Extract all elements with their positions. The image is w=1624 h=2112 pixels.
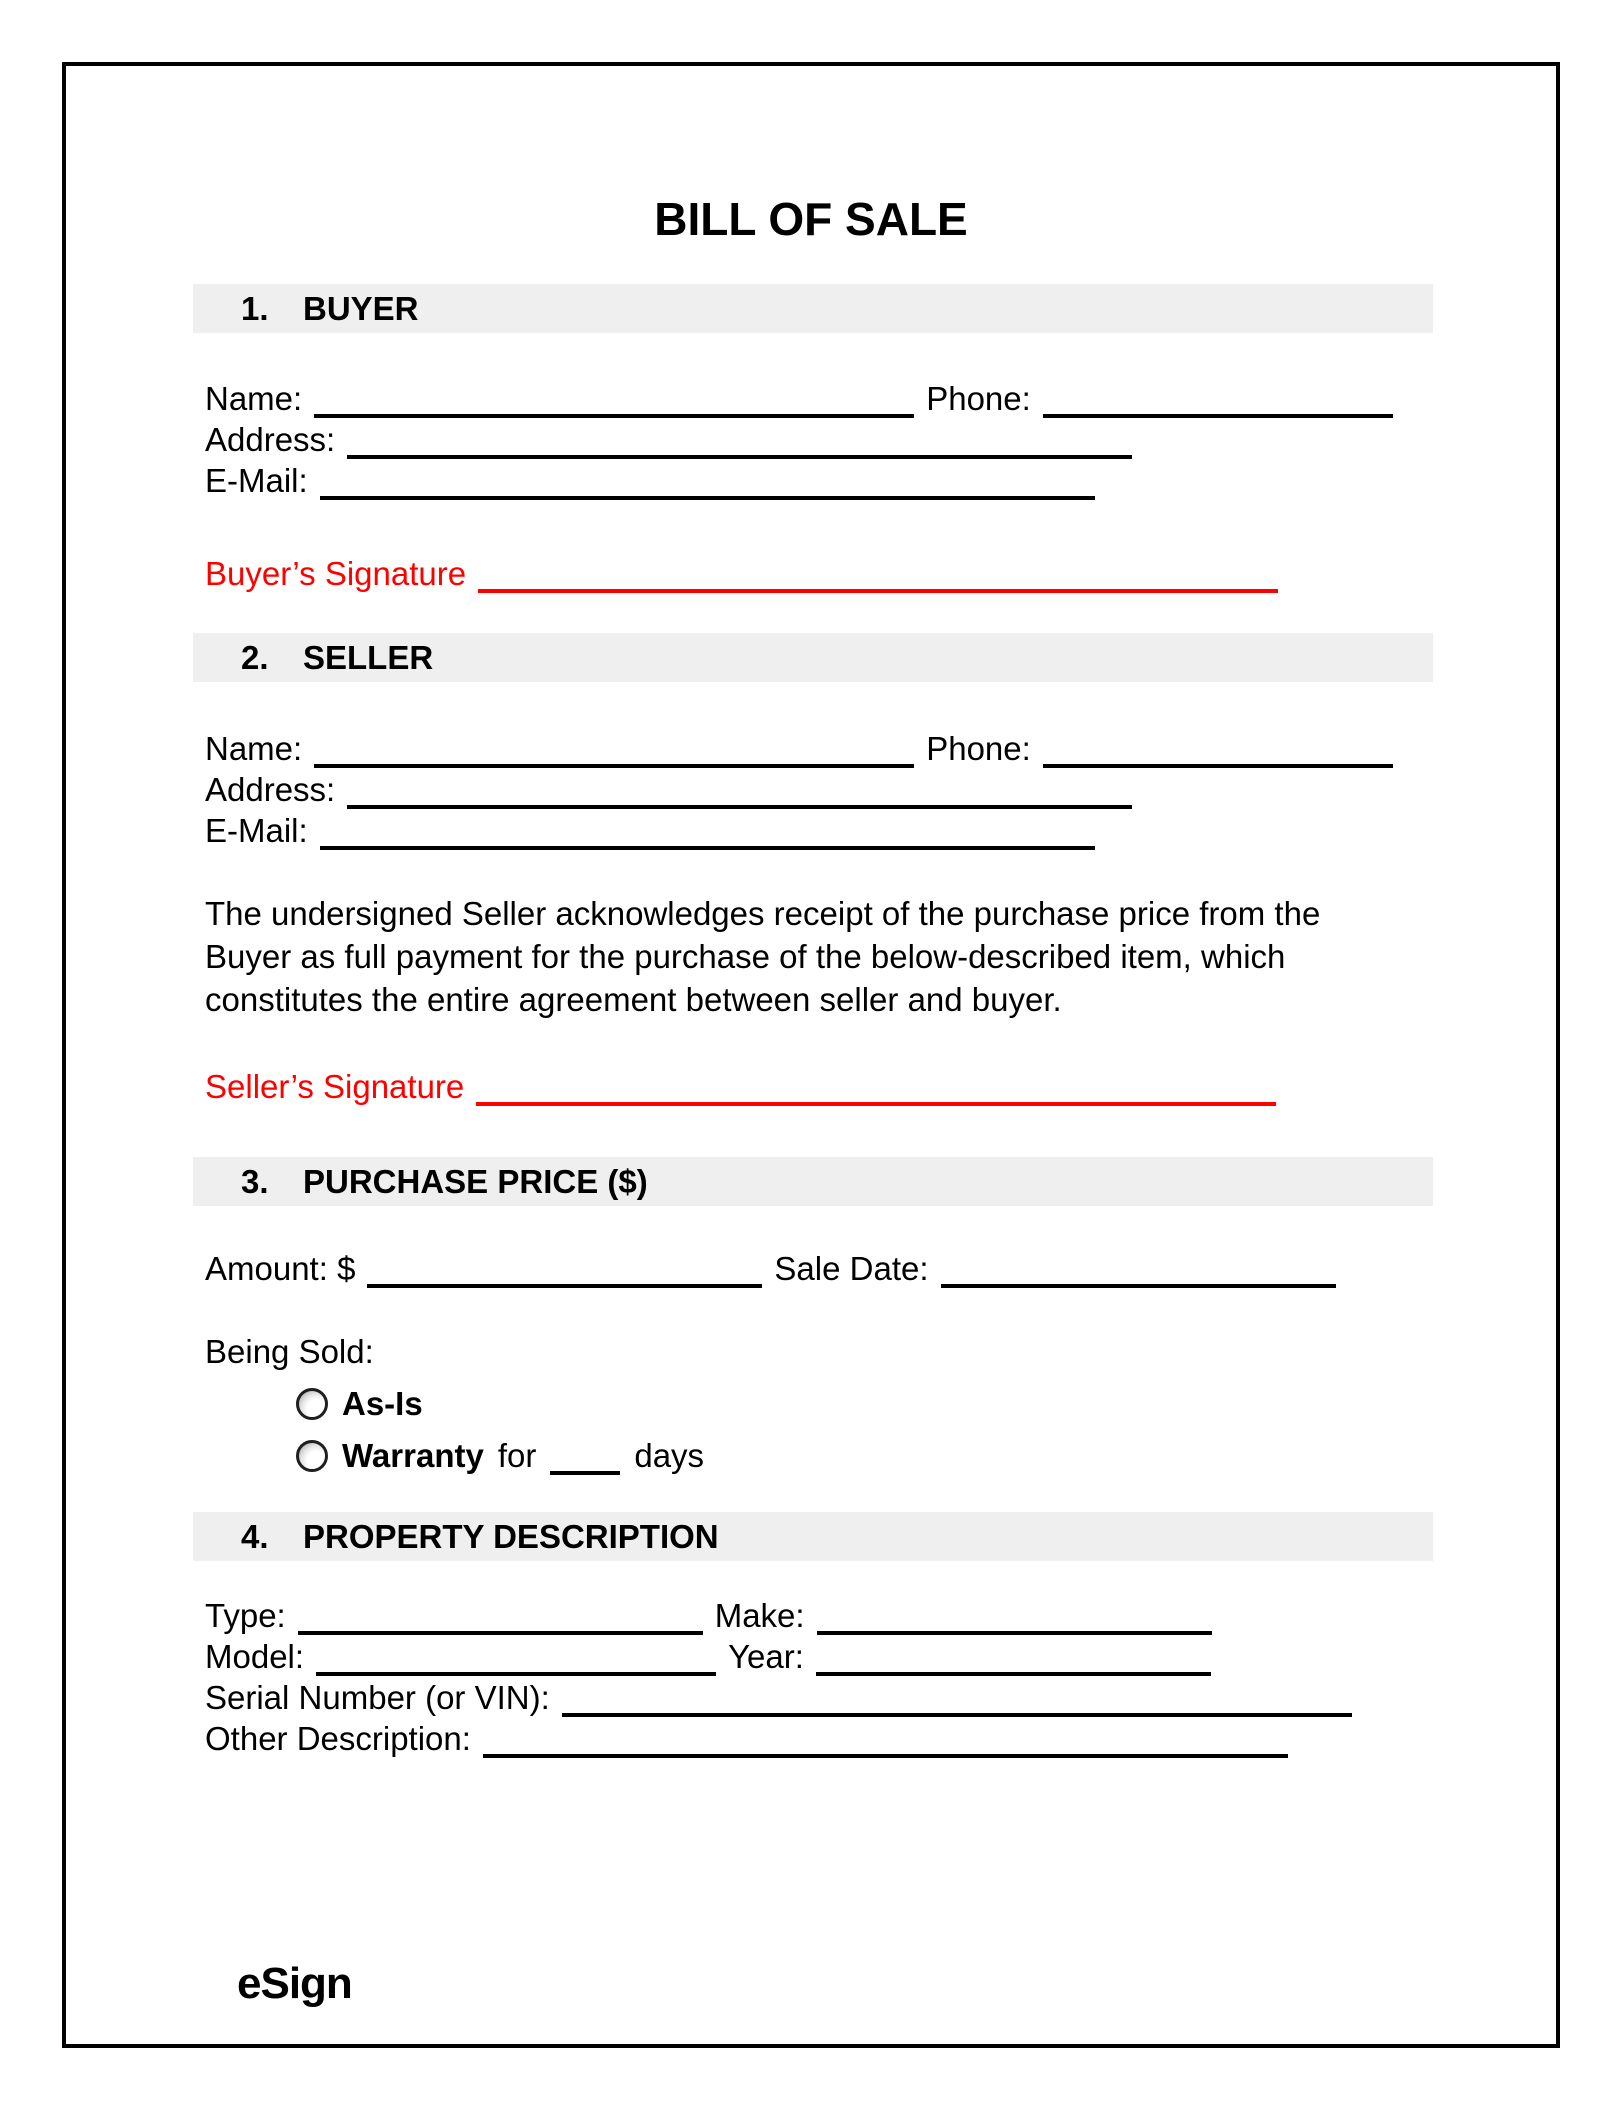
buyer-name-field[interactable] [314, 404, 914, 418]
serial-number-row [205, 1678, 1352, 1718]
serial-number-field[interactable] [562, 1703, 1352, 1717]
seller-address-row [205, 770, 1132, 810]
section-heading-property-description: PROPERTY DESCRIPTION [303, 1517, 719, 1555]
warranty-for-label: for [497, 1437, 537, 1474]
type-label: Type: [205, 1597, 286, 1634]
buyer-email-label: E-Mail: [205, 462, 308, 499]
make-label: Make: [714, 1597, 805, 1634]
seller-email-row [205, 811, 1095, 851]
type-make-row [205, 1596, 1212, 1636]
buyer-phone-label: Phone: [926, 380, 1031, 417]
buyer-name-label: Name: [205, 380, 303, 417]
section-number: 2. [241, 638, 269, 676]
buyer-address-label: Address: [205, 421, 336, 458]
section-heading-seller: SELLER [303, 638, 434, 676]
sale-date-field[interactable] [941, 1274, 1336, 1288]
seller-address-field[interactable] [347, 795, 1132, 809]
section-number: 1. [241, 289, 269, 327]
seller-phone-label: Phone: [926, 730, 1031, 767]
model-year-row [205, 1637, 1211, 1677]
option-as-is-row [296, 1384, 423, 1424]
section-header-buyer [193, 284, 1433, 333]
seller-address-label: Address: [205, 771, 336, 808]
warranty-days-field[interactable] [550, 1461, 620, 1475]
seller-name-row [205, 729, 1393, 769]
seller-signature-label: Seller’s Signature [205, 1068, 465, 1105]
as-is-radio-button[interactable] [296, 1388, 328, 1420]
year-field[interactable] [816, 1662, 1211, 1676]
buyer-address-row [205, 420, 1132, 460]
buyer-email-field[interactable] [320, 486, 1095, 500]
amount-sale-date-row [205, 1249, 1336, 1289]
make-field[interactable] [817, 1621, 1212, 1635]
serial-number-label: Serial Number (or VIN): [205, 1679, 550, 1716]
section-heading-purchase-price: PURCHASE PRICE ($) [303, 1162, 648, 1200]
section-header-property-description [193, 1512, 1433, 1561]
seller-signature-row [205, 1067, 1276, 1107]
buyer-email-row [205, 461, 1095, 501]
as-is-label: As-Is [342, 1385, 423, 1422]
buyer-address-field[interactable] [347, 445, 1132, 459]
warranty-label: Warranty [342, 1437, 484, 1474]
document-title: BILL OF SALE [654, 193, 968, 245]
esign-logo: eSign [237, 1959, 352, 2008]
section-header-purchase-price [193, 1157, 1433, 1206]
warranty-radio-button[interactable] [296, 1440, 328, 1472]
buyer-signature-row [205, 554, 1278, 594]
seller-name-field[interactable] [314, 754, 914, 768]
other-description-field[interactable] [483, 1744, 1288, 1758]
section-header-seller [193, 633, 1433, 682]
buyer-signature-label: Buyer’s Signature [205, 555, 467, 592]
buyer-signature-field[interactable] [478, 579, 1278, 593]
amount-label: Amount: $ [205, 1250, 356, 1287]
section-heading-buyer: BUYER [303, 289, 419, 327]
section-number: 3. [241, 1162, 269, 1200]
model-field[interactable] [316, 1662, 716, 1676]
seller-name-label: Name: [205, 730, 303, 767]
other-description-row [205, 1719, 1288, 1759]
year-label: Year: [728, 1638, 804, 1675]
seller-email-field[interactable] [320, 836, 1095, 850]
option-warranty-row [296, 1436, 704, 1476]
buyer-name-row [205, 379, 1393, 419]
type-field[interactable] [298, 1621, 703, 1635]
model-label: Model: [205, 1638, 305, 1675]
seller-email-label: E-Mail: [205, 812, 308, 849]
seller-acknowledgment-text: The undersigned Seller acknowledges receipt of the purchase price from the Buyer as full payment for the purchase of the below-described item, which constitutes the entire agreement between seller and buyer. [205, 895, 1321, 1018]
being-sold-label: Being Sold: [205, 1333, 374, 1370]
seller-signature-field[interactable] [476, 1092, 1276, 1106]
other-description-label: Other Description: [205, 1720, 471, 1757]
amount-field[interactable] [367, 1274, 762, 1288]
sale-date-label: Sale Date: [774, 1250, 929, 1287]
section-number: 4. [241, 1517, 269, 1555]
buyer-phone-field[interactable] [1043, 404, 1393, 418]
seller-phone-field[interactable] [1043, 754, 1393, 768]
warranty-days-label: days [634, 1437, 705, 1474]
being-sold-row [205, 1332, 374, 1372]
